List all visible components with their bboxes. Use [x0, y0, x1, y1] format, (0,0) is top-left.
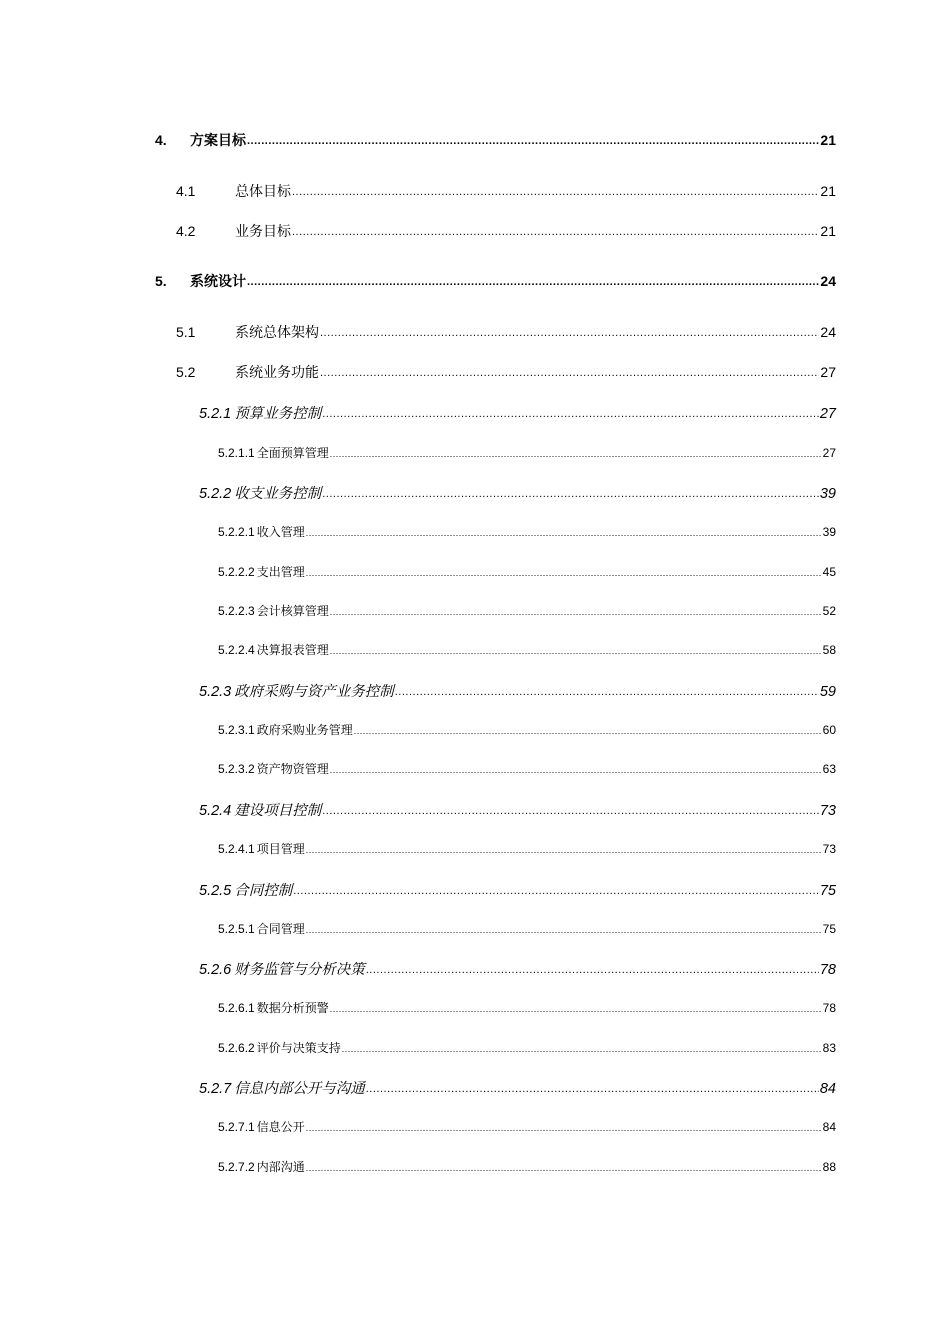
toc-number: 5.2.6 — [199, 962, 232, 978]
toc-entry-5-2-7-2[interactable] — [218, 1158, 836, 1175]
toc-number: 4. — [155, 132, 167, 148]
toc-number: 5. — [155, 273, 167, 289]
dot-leader — [366, 1079, 819, 1094]
toc-number: 5.2.4 — [199, 803, 232, 819]
toc-number: 5.2.5.1 — [218, 922, 255, 936]
toc-page-number: 45 — [822, 565, 836, 579]
toc-entry-5-2-2-3[interactable] — [218, 602, 836, 619]
dot-leader — [330, 1000, 822, 1012]
toc-entry-5-1[interactable] — [176, 322, 836, 342]
toc-page-number: 83 — [822, 1041, 836, 1055]
toc-entry-5-2-5-1[interactable] — [218, 920, 836, 937]
dot-leader — [322, 404, 819, 419]
toc-entry-5-2-4-1[interactable] — [218, 840, 836, 857]
toc-page-number: 21 — [820, 183, 836, 199]
toc-title: 系统业务功能 — [235, 364, 319, 380]
toc-number: 5.2.4.1 — [218, 842, 255, 856]
toc-title: 合同控制 — [234, 883, 293, 899]
toc-number: 5.2.2.3 — [218, 604, 255, 618]
toc-number: 5.2.6.1 — [218, 1001, 255, 1015]
toc-number: 5.2.3 — [199, 684, 232, 700]
toc-page-number: 75 — [819, 883, 836, 899]
toc-page-number: 75 — [822, 922, 836, 936]
toc-entry-5[interactable] — [155, 271, 836, 291]
toc-number: 4.2 — [176, 223, 196, 239]
toc-entry-5-2-3-2[interactable] — [218, 760, 836, 777]
dot-leader — [366, 960, 819, 975]
toc-entry-5-2-4[interactable] — [199, 799, 836, 820]
toc-title: 支出管理 — [256, 565, 305, 579]
toc-page-number: 60 — [822, 723, 836, 737]
toc-entry-5-2-5[interactable] — [199, 879, 836, 900]
toc-number: 5.2.3.2 — [218, 762, 255, 776]
toc-page-number: 21 — [820, 132, 836, 148]
dot-leader — [306, 524, 822, 536]
toc-entry-5-2-1[interactable] — [199, 402, 836, 423]
toc-page-number: 39 — [822, 525, 836, 539]
toc-entry-4-1[interactable] — [176, 181, 836, 201]
toc-entry-5-2[interactable] — [176, 362, 836, 382]
toc-entry-5-2-3-1[interactable] — [218, 721, 836, 738]
dot-leader — [330, 642, 822, 654]
toc-title: 政府采购与资产业务控制 — [234, 684, 394, 700]
toc-entry-5-2-2-2[interactable] — [218, 563, 836, 580]
dot-leader — [306, 1159, 822, 1171]
dot-leader — [306, 841, 822, 853]
toc-entry-5-2-6-2[interactable] — [218, 1039, 836, 1056]
toc-number: 5.2.2.1 — [218, 525, 255, 539]
toc-page-number: 27 — [820, 364, 836, 380]
toc-page-number: 84 — [822, 1120, 836, 1134]
toc-title: 收支业务控制 — [234, 486, 322, 502]
toc-page-number: 58 — [822, 643, 836, 657]
toc-title: 总体目标 — [235, 183, 291, 199]
toc-number: 5.2.5 — [199, 883, 232, 899]
dot-leader — [293, 881, 819, 896]
toc-page-number: 73 — [819, 803, 836, 819]
toc-title: 信息内部公开与沟通 — [234, 1081, 365, 1097]
toc-title: 财务监管与分析决策 — [234, 962, 365, 978]
dot-leader — [247, 272, 819, 286]
toc-title: 资产物资管理 — [256, 762, 329, 776]
toc-page-number: 24 — [820, 273, 836, 289]
toc-number: 5.2.6.2 — [218, 1041, 255, 1055]
dot-leader — [292, 222, 819, 236]
dot-leader — [306, 564, 822, 576]
toc-entry-5-2-3[interactable] — [199, 680, 836, 701]
toc-page-number: 78 — [819, 962, 836, 978]
toc-title: 收入管理 — [256, 525, 305, 539]
toc-number: 5.2.7 — [199, 1081, 232, 1097]
toc-page-number: 24 — [820, 324, 836, 340]
toc-entry-5-2-1-1[interactable] — [218, 444, 836, 461]
toc-number: 5.2.1.1 — [218, 446, 255, 460]
dot-leader — [330, 603, 822, 615]
toc-title: 会计核算管理 — [256, 604, 329, 618]
toc-title: 建设项目控制 — [234, 803, 322, 819]
toc-page-number: 78 — [822, 1001, 836, 1015]
toc-page-number: 84 — [819, 1081, 836, 1097]
toc-title: 项目管理 — [256, 842, 305, 856]
toc-number: 5.2.2.4 — [218, 643, 255, 657]
toc-number: 5.2.7.2 — [218, 1160, 255, 1174]
toc-number: 4.1 — [176, 183, 196, 199]
dot-leader — [306, 1119, 822, 1131]
toc-entry-5-2-7-1[interactable] — [218, 1118, 836, 1135]
toc-entry-4-2[interactable] — [176, 221, 836, 241]
toc-title: 内部沟通 — [256, 1160, 305, 1174]
dot-leader — [322, 484, 819, 499]
toc-title: 合同管理 — [256, 922, 305, 936]
toc-page-number: 52 — [822, 604, 836, 618]
toc-page-number: 39 — [819, 486, 836, 502]
dot-leader — [320, 363, 819, 377]
dot-leader — [330, 761, 822, 773]
dot-leader — [342, 1040, 822, 1052]
toc-entry-5-2-2[interactable] — [199, 482, 836, 503]
toc-title: 评价与决策支持 — [256, 1041, 341, 1055]
dot-leader — [247, 131, 819, 145]
dot-leader — [292, 182, 819, 196]
toc-title: 系统总体架构 — [235, 324, 319, 340]
dot-leader — [330, 445, 822, 457]
toc-number: 5.2.1 — [199, 406, 232, 422]
toc-number: 5.2.2.2 — [218, 565, 255, 579]
toc-title: 信息公开 — [256, 1120, 305, 1134]
toc-page-number: 59 — [819, 684, 836, 700]
toc-page-number: 88 — [822, 1160, 836, 1174]
toc-page-number: 63 — [822, 762, 836, 776]
toc-entry-5-2-2-1[interactable] — [218, 523, 836, 540]
toc-page-number: 27 — [822, 446, 836, 460]
toc-number: 5.2.7.1 — [218, 1120, 255, 1134]
toc-title: 数据分析预警 — [256, 1001, 329, 1015]
toc-entry-4[interactable] — [155, 130, 836, 150]
toc-title: 业务目标 — [235, 223, 291, 239]
toc-page-number: 73 — [822, 842, 836, 856]
toc-title: 方案目标 — [190, 132, 246, 148]
toc-number: 5.2 — [176, 364, 196, 380]
toc-number: 5.1 — [176, 324, 196, 340]
toc-page-number: 27 — [819, 406, 836, 422]
toc-number: 5.2.3.1 — [218, 723, 255, 737]
toc-number: 5.2.2 — [199, 486, 232, 502]
toc-title: 预算业务控制 — [234, 406, 322, 422]
dot-leader — [354, 722, 822, 734]
dot-leader — [395, 682, 819, 697]
toc-entry-5-2-6[interactable] — [199, 958, 836, 979]
toc-entry-5-2-7[interactable] — [199, 1077, 836, 1098]
toc-title: 决算报表管理 — [256, 643, 329, 657]
toc-title: 政府采购业务管理 — [256, 723, 353, 737]
dot-leader — [320, 323, 819, 337]
dot-leader — [322, 801, 819, 816]
toc-title: 系统设计 — [190, 273, 246, 289]
toc-title: 全面预算管理 — [256, 446, 329, 460]
toc-entry-5-2-2-4[interactable] — [218, 641, 836, 658]
toc-page-number: 21 — [820, 223, 836, 239]
toc-entry-5-2-6-1[interactable] — [218, 999, 836, 1016]
dot-leader — [306, 921, 822, 933]
